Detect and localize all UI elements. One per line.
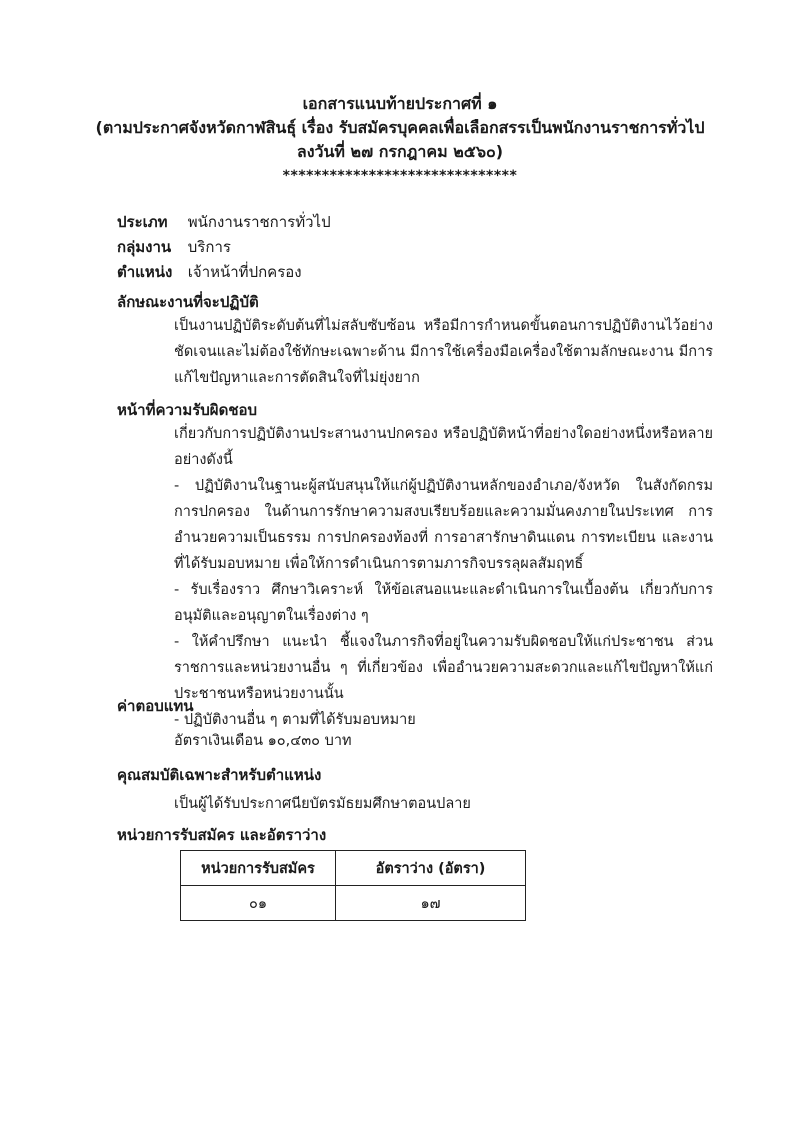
meta-position-row [117,260,331,285]
table-cell-vacancy: ๑๗ [336,886,526,921]
duties-block [117,421,713,733]
vacancy-table [180,850,526,921]
meta-position-value: เจ้าหน้าที่ปกครอง [187,263,302,281]
qualification-title: คุณสมบัติเฉพาะสำหรับตำแหน่ง [117,766,322,784]
duties-title: หน้าที่ความรับผิดชอบ [117,401,258,419]
meta-group-row [117,235,331,260]
duty-item: - ปฏิบัติงานอื่น ๆ ตามที่ได้รับมอบหมาย [174,712,416,728]
meta-type-value: พนักงานราชการทั่วไป [187,213,331,231]
table-header-vacancy: อัตราว่าง (อัตรา) [336,851,526,886]
header-subtitle: (ตามประกาศจังหวัดกาฬสินธุ์ เรื่อง รับสมัครบุคคลเพื่อเลือกสรรเป็นพนักงานราชการทั่วไป [95,118,705,137]
table-header-row [181,851,526,886]
compensation-title: ค่าตอบแทน [117,697,194,715]
job-nature-title: ลักษณะงานที่จะปฏิบัติ [117,293,259,311]
duties-intro: เกี่ยวกับการปฏิบัติงานประสานงานปกครอง หรือปฏิบัติหน้าที่อย่างใดอย่างหนึ่งหรือหลายอย่างดังนี้ [174,426,713,468]
compensation-text: อัตราเงินเดือน ๑๐,๔๓๐ บาท [174,733,352,749]
meta-type-row [117,210,331,235]
header-title: เอกสารแนบท้ายประกาศที่ ๑ [302,94,498,113]
duty-item: - ให้คำปรึกษา แนะนำ ชี้แจงในภารกิจที่อยู่ในความรับผิดชอบให้แก่ประชาชน ส่วนราชการและหน่วยงานอื่น ๆ ที่เกี่ยวข้อง เพื่ออำนวยความสะดวกและแก้ไขปัญหาให้แก่ประชาชนหรือหน่วยงานนั้น [174,634,713,702]
header-date: ลงวันที่ ๒๗ กรกฎาคม ๒๕๖๐) [296,142,504,161]
position-meta [117,210,331,285]
job-nature-text: เป็นงานปฏิบัติระดับต้นที่ไม่สลับซับซ้อน หรือมีการกำหนดขั้นตอนการปฏิบัติงานไว้อย่างชัดเจนและไม่ต้องใช้ทักษะเฉพาะด้าน มีการใช้เครื่องมือเครื่องใช้ตามลักษณะงาน มีการแก้ไขปัญหาและการตัดสินใจที่ไม่ยุ่งยาก [174,318,713,386]
document-header [0,92,800,164]
table-cell-unit: ๐๑ [181,886,336,921]
vacancy-title: หน่วยการรับสมัคร และอัตราว่าง [117,826,327,844]
job-nature-paragraph [117,313,713,391]
table-header-unit: หน่วยการรับสมัคร [181,851,336,886]
duty-item: - รับเรื่องราว ศึกษาวิเคราะห์ ให้ข้อเสนอแนะและดำเนินการในเบื้องต้น เกี่ยวกับการอนุมัติและอนุญาตในเรื่องต่าง ๆ [174,582,713,624]
qualification-text: เป็นผู้ได้รับประกาศนียบัตรมัธยมศึกษาตอนปลาย [174,796,471,812]
meta-type-label: ประเภท [117,213,168,231]
meta-group-label: กลุ่มงาน [117,238,172,256]
duty-item: - ปฏิบัติงานในฐานะผู้สนับสนุนให้แก่ผู้ปฏิบัติงานหลักของอำเภอ/จังหวัด ในสังกัดกรมการปกครอง ในด้านการรักษาความสงบเรียบร้อยและความมั่นคงภายในประเทศ การอำนวยความเป็นธรรม การปกครองท้องที่ การอาสารักษาดินแดน การทะเบียน และงานที่ได้รับมอบหมาย เพื่อให้การดำเนินการตามภารกิจบรรลุผลสัมฤทธิ์ [174,478,713,572]
meta-group-value: บริการ [187,238,231,256]
table-row [181,886,526,921]
separator-stars: ****************************** [282,168,518,184]
meta-position-label: ตำแหน่ง [117,263,173,281]
